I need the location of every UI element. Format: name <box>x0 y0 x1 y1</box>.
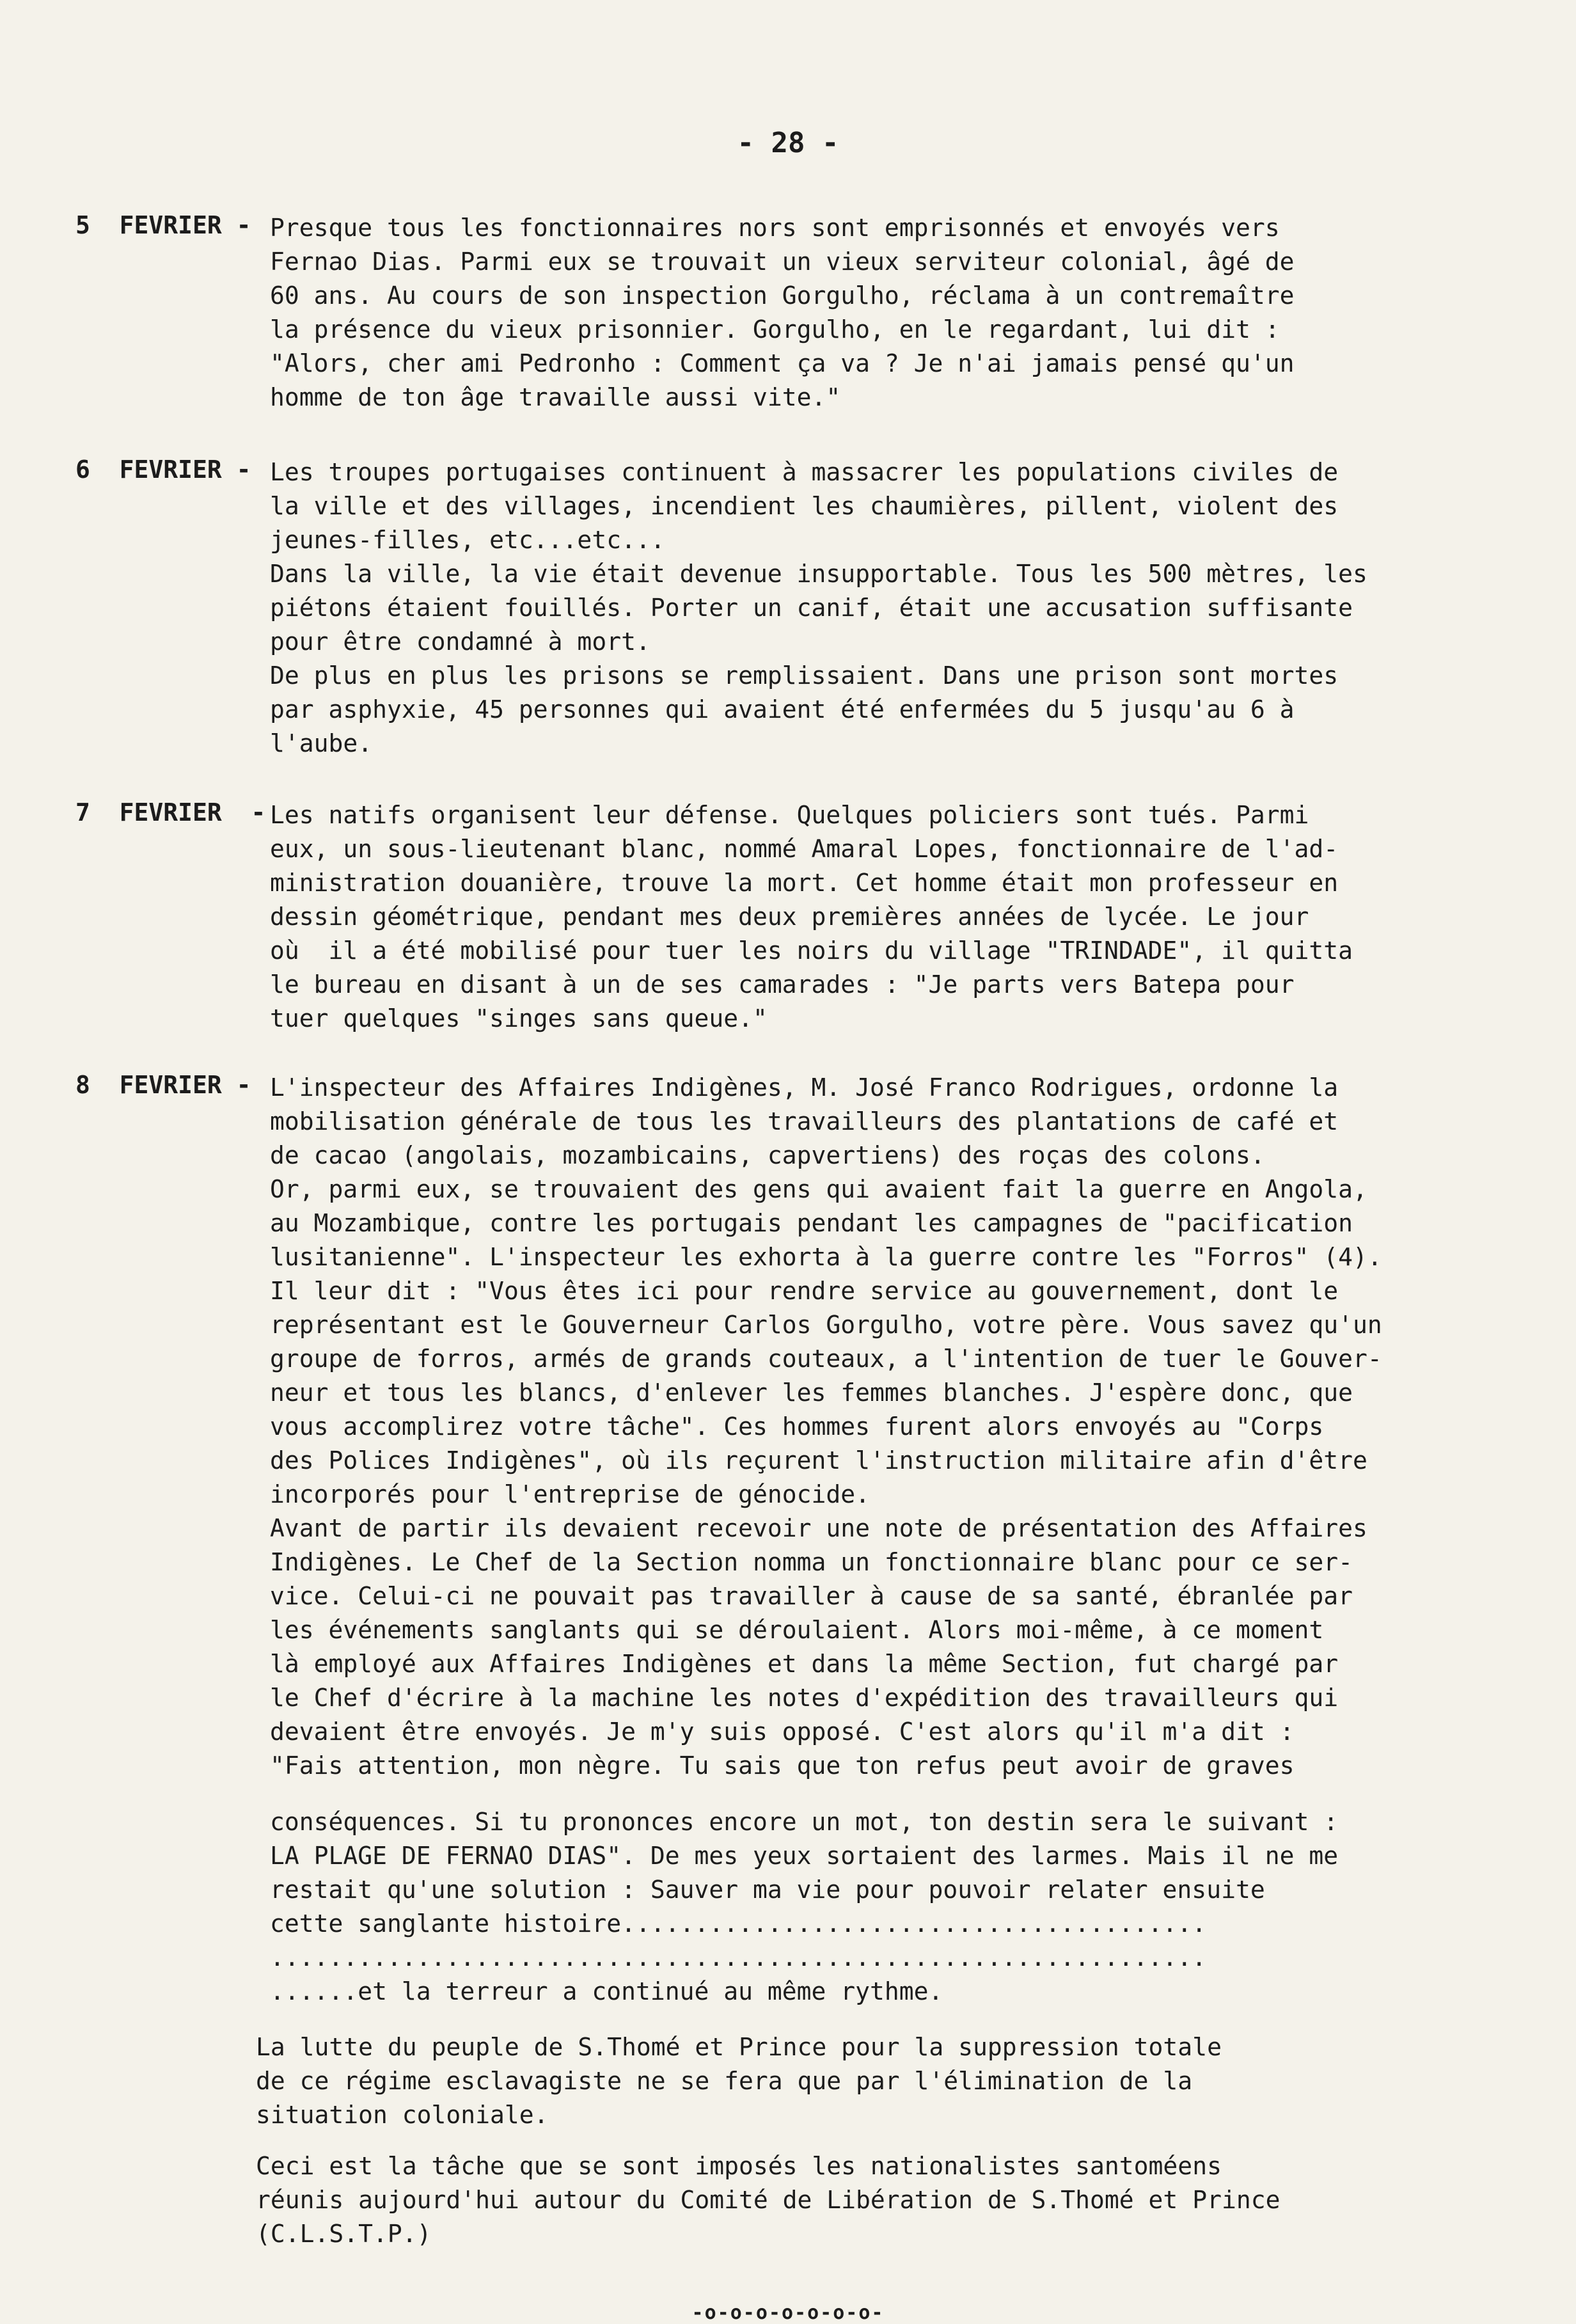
entry-text <box>270 211 1415 415</box>
text-line: Les troupes portugaises continuent à massacrer les populations civiles de <box>270 458 1339 486</box>
text-line: dessin géométrique, pendant mes deux premières années de lycée. Le jour <box>270 903 1309 931</box>
text-line: homme de ton âge travaille aussi vite." <box>270 383 841 411</box>
text-line: Or, parmi eux, se trouvaient des gens qui avaient fait la guerre en Angola, <box>270 1175 1367 1203</box>
text-line: ................................................................ <box>270 1943 1207 1972</box>
text-line: Fernao Dias. Parmi eux se trouvait un vieux serviteur colonial, âgé de <box>270 248 1295 276</box>
text-line: au Mozambique, contre les portugais pendant les campagnes de "pacification <box>270 1209 1353 1237</box>
text-line: là employé aux Affaires Indigènes et dans la même Section, fut chargé par <box>270 1650 1339 1678</box>
text-line: De plus en plus les prisons se remplissaient. Dans une prison sont mortes <box>270 661 1339 690</box>
entry-text <box>270 455 1415 761</box>
text-line: Les natifs organisent leur défense. Quelques policiers sont tués. Parmi <box>270 801 1309 829</box>
text-line: "Alors, cher ami Pedronho : Comment ça va ? Je n'ai jamais pensé qu'un <box>270 349 1295 377</box>
text-line: réunis aujourd'hui autour du Comité de Libération de S.Thomé et Prince <box>256 2186 1280 2214</box>
text-line: conséquences. Si tu prononces encore un mot, ton destin sera le suivant : <box>270 1808 1339 1836</box>
text-line: LA PLAGE DE FERNAO DIAS". De mes yeux sortaient des larmes. Mais il ne me <box>270 1842 1339 1870</box>
text-line: par asphyxie, 45 personnes qui avaient été enfermées du 5 jusqu'au 6 à <box>270 695 1295 723</box>
text-line: eux, un sous-lieutenant blanc, nommé Amaral Lopes, fonctionnaire de l'ad- <box>270 835 1339 863</box>
text-line: 60 ans. Au cours de son inspection Gorgulho, réclama à un contremaître <box>270 281 1295 310</box>
text-line: le bureau en disant à un de ses camarades : "Je parts vers Batepa pour <box>270 970 1295 999</box>
text-line: la présence du vieux prisonnier. Gorgulho, en le regardant, lui dit : <box>270 315 1280 344</box>
text-line: ministration douanière, trouve la mort. Cet homme était mon professeur en <box>270 869 1339 897</box>
text-line: jeunes-filles, etc...etc... <box>270 526 665 554</box>
text-line: Presque tous les fonctionnaires nors sont emprisonnés et envoyés vers <box>270 214 1280 242</box>
text-line: mobilisation générale de tous les travailleurs des plantations de café et <box>270 1107 1339 1135</box>
text-line: cette sanglante histoire........................................ <box>270 1909 1207 1938</box>
entry-continuation <box>270 1805 1415 2009</box>
text-line: Dans la ville, la vie était devenue insupportable. Tous les 500 mètres, les <box>270 560 1367 588</box>
text-line: où il a été mobilisé pour tuer les noirs du village "TRINDADE", il quitta <box>270 937 1353 965</box>
text-line: représentant est le Gouverneur Carlos Gorgulho, votre père. Vous savez qu'un <box>270 1311 1382 1339</box>
entry-date: 7 FEVRIER - <box>75 798 266 826</box>
text-line: la ville et des villages, incendient les chaumières, pillent, violent des <box>270 492 1339 520</box>
paragraph-task <box>256 2149 1420 2251</box>
text-line: l'aube. <box>270 729 373 757</box>
text-line: devaient être envoyés. Je m'y suis opposé. C'est alors qu'il m'a dit : <box>270 1718 1295 1746</box>
entry-date: 5 FEVRIER - <box>75 211 251 239</box>
entry-date: 8 FEVRIER - <box>75 1071 251 1099</box>
text-line: groupe de forros, armés de grands couteaux, a l'intention de tuer le Gouver- <box>270 1345 1382 1373</box>
text-line: L'inspecteur des Affaires Indigènes, M. José Franco Rodrigues, ordonne la <box>270 1073 1339 1102</box>
page-number: - 28 - <box>737 127 839 159</box>
text-line: Avant de partir ils devaient recevoir une note de présentation des Affaires <box>270 1514 1367 1542</box>
text-line: (C.L.S.T.P.) <box>256 2220 432 2248</box>
entry-text <box>270 1071 1415 1783</box>
text-line: lusitanienne". L'inspecteur les exhorta à la guerre contre les "Forros" (4). <box>270 1243 1382 1271</box>
text-line: de cacao (angolais, mozambicains, capvertiens) des roças des colons. <box>270 1141 1265 1169</box>
text-line: Il leur dit : "Vous êtes ici pour rendre service au gouvernement, dont le <box>270 1277 1339 1305</box>
text-line: les événements sanglants qui se déroulaient. Alors moi-même, à ce moment <box>270 1616 1324 1644</box>
entry-text <box>270 798 1415 1036</box>
paragraph-struggle <box>256 2030 1420 2132</box>
text-line: le Chef d'écrire à la machine les notes d'expédition des travailleurs qui <box>270 1684 1339 1712</box>
text-line: ......et la terreur a continué au même rythme. <box>270 1977 943 2005</box>
text-line: La lutte du peuple de S.Thomé et Prince pour la suppression totale <box>256 2033 1222 2061</box>
text-line: de ce régime esclavagiste ne se fera que par l'élimination de la <box>256 2067 1193 2095</box>
text-line: Indigènes. Le Chef de la Section nomma un fonctionnaire blanc pour ce ser- <box>270 1548 1353 1576</box>
text-line: vice. Celui-ci ne pouvait pas travailler à cause de sa santé, ébranlée par <box>270 1582 1353 1610</box>
entry-date: 6 FEVRIER - <box>75 455 251 484</box>
text-line: situation coloniale. <box>256 2101 549 2129</box>
text-line: des Polices Indigènes", où ils reçurent l'instruction militaire afin d'être <box>270 1446 1367 1474</box>
text-line: "Fais attention, mon nègre. Tu sais que ton refus peut avoir de graves <box>270 1751 1295 1780</box>
text-line: vous accomplirez votre tâche". Ces hommes furent alors envoyés au "Corps <box>270 1412 1324 1441</box>
text-line: piétons étaient fouillés. Porter un canif, était une accusation suffisante <box>270 594 1353 622</box>
text-line: pour être condamné à mort. <box>270 628 650 656</box>
text-line: neur et tous les blancs, d'enlever les femmes blanches. J'espère donc, que <box>270 1379 1353 1407</box>
text-line: Ceci est la tâche que se sont imposés les nationalistes santoméens <box>256 2152 1222 2180</box>
text-line: restait qu'une solution : Sauver ma vie pour pouvoir relater ensuite <box>270 1876 1265 1904</box>
text-line: tuer quelques "singes sans queue." <box>270 1004 768 1032</box>
closing-ornament: -o-o-o-o-o-o-o- <box>691 2302 885 2324</box>
text-line: incorporés pour l'entreprise de génocide. <box>270 1480 870 1508</box>
